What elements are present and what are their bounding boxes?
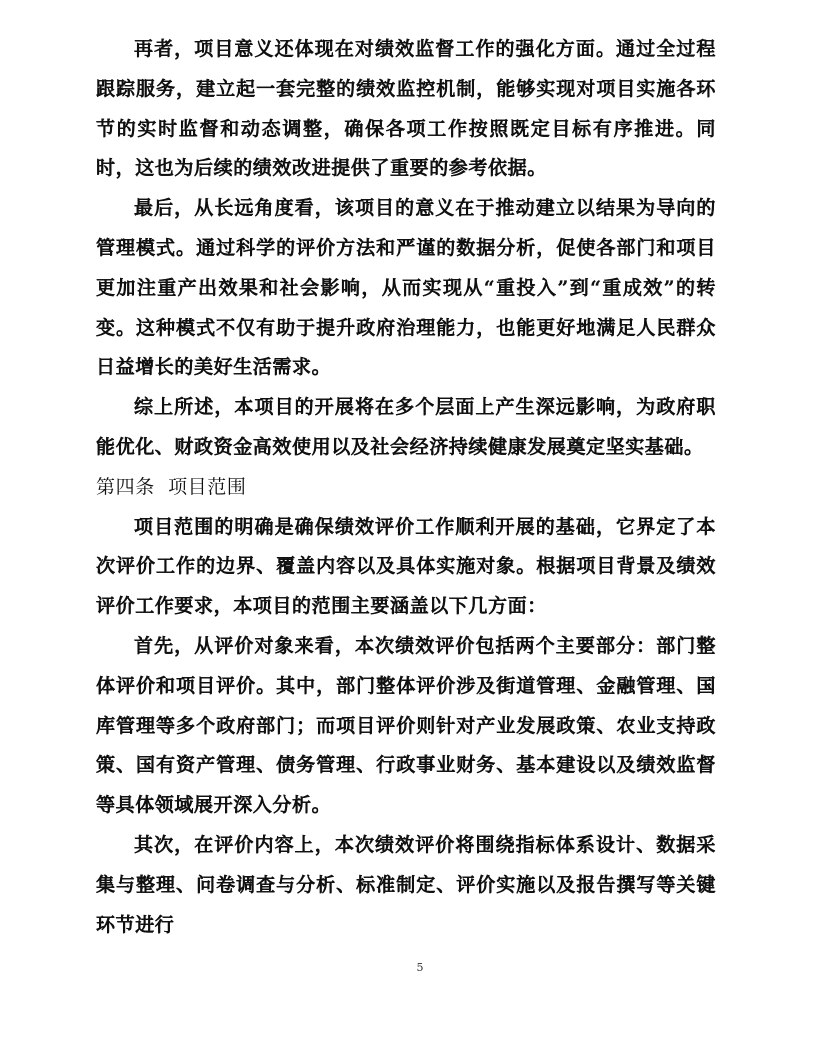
section-heading: 第四条 项目范围: [96, 475, 247, 498]
body-paragraph: 综上所述，本项目的开展将在多个层面上产生深远影响，为政府职能优化、财政资金高效使用以及社会经济持续健康发展奠定坚实基础。: [96, 396, 716, 458]
body-paragraph: 再者，项目意义还体现在对绩效监督工作的强化方面。通过全过程跟踪服务，建立起一套完整的绩效监控机制，能够实现对项目实施各环节的实时监督和动态调整，确保各项工作按照既定目标有序推进。同时，这也为后续的绩效改进提供了重要的参考依据。: [96, 38, 716, 180]
page-content: [96, 30, 716, 945]
body-paragraph: 首先，从评价对象来看，本次绩效评价包括两个主要部分：部门整体评价和项目评价。其中，部门整体评价涉及街道管理、金融管理、国库管理等多个政府部门；而项目评价则针对产业发展政策、农业支持政策、国有资产管理、债务管理、行政事业财务、基本建设以及绩效监督等具体领域展开深入分析。: [96, 634, 716, 817]
body-paragraph: 其次，在评价内容上，本次绩效评价将围绕指标体系设计、数据采集与整理、问卷调查与分析、标准制定、评价实施以及报告撰写等关键环节进行: [96, 833, 716, 936]
body-paragraph: 项目范围的明确是确保绩效评价工作顺利开展的基础，它界定了本次评价工作的边界、覆盖内容以及具体实施对象。根据项目背景及绩效评价工作要求，本项目的范围主要涵盖以下几方面：: [96, 515, 716, 618]
page-number: 5: [416, 961, 424, 974]
body-paragraph: 最后，从长远角度看，该项目的意义在于推动建立以结果为导向的管理模式。通过科学的评价方法和严谨的数据分析，促使各部门和项目更加注重产出效果和社会影响，从而实现从“重投入”到“重成效”的转变。这种模式不仅有助于提升政府治理能力，也能更好地满足人民群众日益增长的美好生活需求。: [96, 197, 716, 379]
